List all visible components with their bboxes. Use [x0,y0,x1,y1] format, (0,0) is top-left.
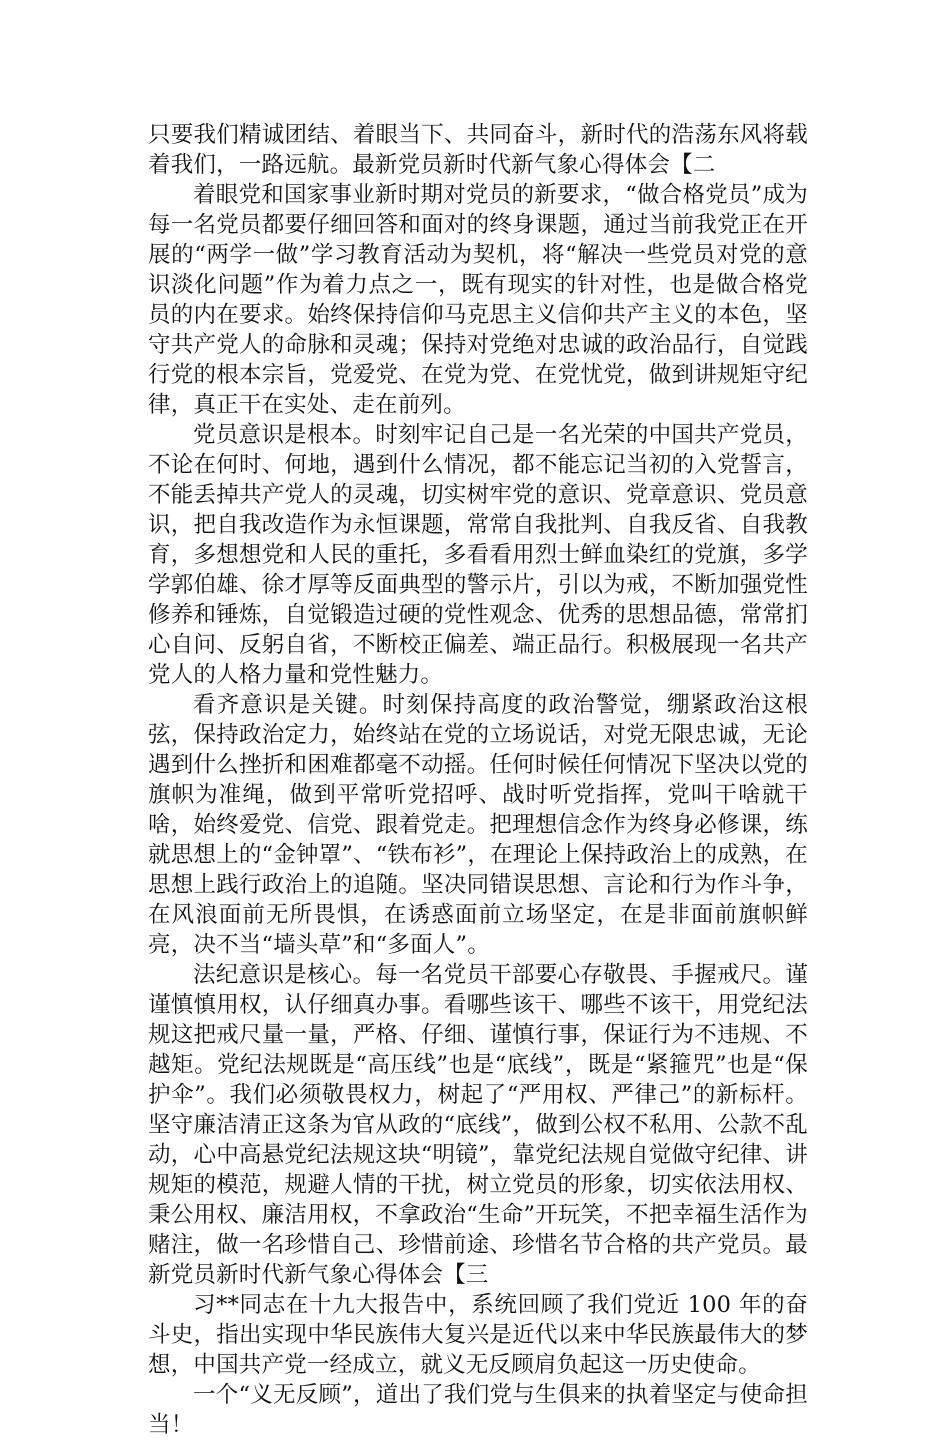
paragraph-2: 着眼党和国家事业新时期对党员的新要求，“做合格党员”成为每一名党员都要仔细回答和面对的终身课题，通过当前我党正在开展的“两学一做”学习教育活动为契机，将“解决一些党员对党的意识淡化问题”作为着力点之一，既有现实的针对性，也是做合格党员的内在要求。始终保持信仰马克思主义信仰共产主义的本色，坚守共产党人的命脉和灵魂；保持对党绝对忠诚的政治品行，自觉践行党的根本宗旨，党爱党、在党为党、在党忧党，做到讲规矩守纪律，真正干在实处、走在前列。 [148,182,808,418]
paragraph-5: 法纪意识是核心。每一名党员干部要心存敬畏、手握戒尺。谨谨慎慎用权，认仔细真办事。看哪些该干、哪些不该干，用党纪法规这把戒尺量一量，严格、仔细、谨慎行事，保证行为不违规、不越矩。党纪法规既是“高压线”也是“底线”，既是“紧箍咒”也是“保护伞”。我们必须敬畏权力，树起了“严用权、严律己”的新标杆。坚守廉洁清正这条为官从政的“底线”，做到公权不私用、公款不乱动，心中高悬党纪法规这块“明镜”，靠党纪法规自觉做守纪律、讲规矩的模范，规避人情的干扰，树立党员的形象，切实依法用权、秉公用权、廉洁用权，不拿政治“生命”开玩笑，不把幸福生活作为赌注，做一名珍惜自己、珍惜前途、珍惜名节合格的共产党员。最新党员新时代新气象心得体会【三 [148,962,808,1288]
paragraph-1: 只要我们精诚团结、着眼当下、共同奋斗，新时代的浩荡东风将载着我们，一路远航。最新党员新时代新气象心得体会【二 [148,122,808,178]
paragraph-3: 党员意识是根本。时刻牢记自己是一名光荣的中国共产党员，不论在何时、何地，遇到什么情况，都不能忘记当初的入党誓言，不能丢掉共产党人的灵魂，切实树牢党的意识、党章意识、党员意识，把自我改造作为永恒课题，常常自我批判、自我反省、自我教育，多想想党和人民的重托，多看看用烈士鲜血染红的党旗，多学学郭伯雄、徐才厚等反面典型的警示片，引以为戒，不断加强党性修养和锤炼，自觉锻造过硬的党性观念、优秀的思想品德，常常扪心自问、反躬自省，不断校正偏差、端正品行。积极展现一名共产党人的人格力量和党性魅力。 [148,422,808,688]
paragraph-7: 一个“义无反顾”，道出了我们党与生俱来的执着坚定与使命担当！ [148,1382,808,1438]
document-body [148,120,808,1440]
paragraph-4: 看齐意识是关键。时刻保持高度的政治警觉，绷紧政治这根弦，保持政治定力，始终站在党的立场说话，对党无限忠诚，无论遇到什么挫折和困难都毫不动摇。任何时候任何情况下坚决以党的旗帜为准绳，做到平常听党招呼、战时听党指挥，党叫干啥就干啥，始终爱党、信党、跟着党走。把理想信念作为终身必修课，练就思想上的“金钟罩”、“铁布衫”，在理论上保持政治上的成熟，在思想上践行政治上的追随。坚决同错误思想、言论和行为作斗争，在风浪面前无所畏惧，在诱惑面前立场坚定，在是非面前旗帜鲜亮，决不当“墙头草”和“多面人”。 [148,692,808,958]
paragraph-6: 习**同志在十九大报告中，系统回顾了我们党近 100 年的奋斗史，指出实现中华民族伟大复兴是近代以来中华民族最伟大的梦想，中国共产党一经成立，就义无反顾肩负起这一历史使命。 [148,1292,808,1378]
